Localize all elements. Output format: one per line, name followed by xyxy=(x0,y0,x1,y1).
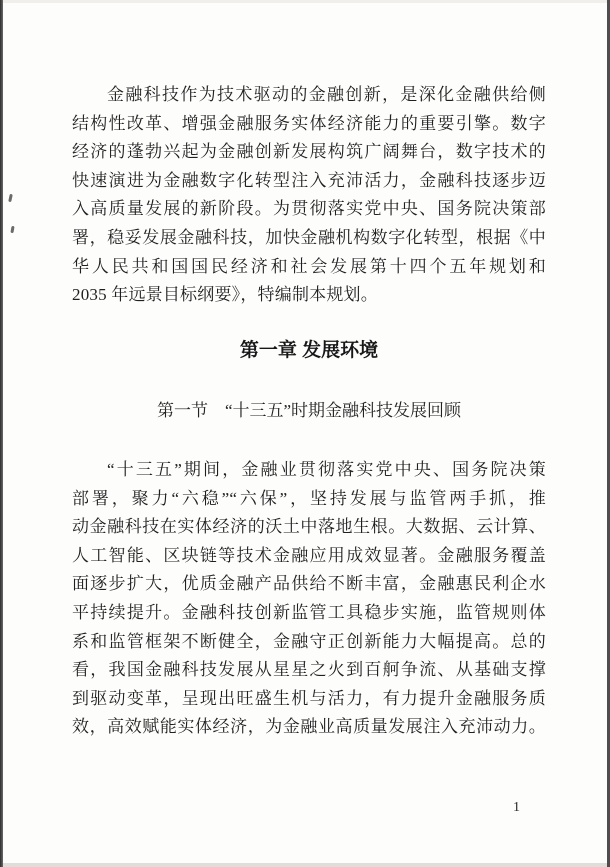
scan-artifact xyxy=(10,226,14,233)
text-line: 面逐步扩大，优质金融产品供给不断丰富，金融惠民利企水 xyxy=(72,574,546,594)
text-line: 到驱动变革，呈现出旺盛生机与活力，有力提升金融服务质 xyxy=(72,688,546,708)
text-line: 动金融科技在实体经济的沃土中落地生根。大数据、云计算、 xyxy=(72,517,546,537)
body-paragraph xyxy=(72,456,546,742)
chapter-heading: 第一章 发展环境 xyxy=(239,340,379,361)
text-line: 部署，聚力“六稳”“六保”，坚持发展与监管两手抓，推 xyxy=(72,488,546,508)
text-line: “十三五”期间，金融业贯彻落实党中央、国务院决策 xyxy=(107,460,546,479)
text-line: 人工智能、区块链等技术金融应用成效显著。金融服务覆盖 xyxy=(72,545,546,565)
section-heading: 第一节 “十三五”时期金融科技发展回顾 xyxy=(156,401,462,420)
text-line: 效，高效赋能实体经济，为金融业高质量发展注入充沛动力。 xyxy=(72,717,546,737)
scan-edge-top xyxy=(3,0,607,3)
page-number: 1 xyxy=(513,800,520,815)
scan-edge-bottom xyxy=(3,863,607,867)
scan-edge-left xyxy=(0,0,3,867)
text-line: 看，我国金融科技发展从星星之火到百舸争流、从基础支撑 xyxy=(72,660,546,680)
text-line: 入高质量发展的新阶段。为贯彻落实党中央、国务院决策部 xyxy=(72,199,546,219)
text-line: 系和监管框架不断健全，金融守正创新能力大幅提高。总的 xyxy=(72,631,546,651)
text-line: 结构性改革、增强金融服务实体经济能力的重要引擎。数字 xyxy=(72,113,546,133)
text-line: 经济的蓬勃兴起为金融创新发展构筑广阔舞台，数字技术的 xyxy=(72,142,546,162)
text-line: 平持续提升。金融科技创新监管工具稳步实施，监管规则体 xyxy=(72,602,546,622)
intro-paragraph xyxy=(72,81,546,310)
text-line: 华人民共和国国民经济和社会发展第十四个五年规划和 xyxy=(72,256,546,276)
text-line: 署，稳妥发展金融科技，加快金融机构数字化转型，根据《中 xyxy=(72,227,546,247)
scan-artifact xyxy=(8,194,13,202)
text-line: 快速演进为金融数字化转型注入充沛活力，金融科技逐步迈 xyxy=(72,170,546,190)
text-line: 2035 年远景目标纲要》，特编制本规划。 xyxy=(72,285,378,305)
text-line: 金融科技作为技术驱动的金融创新，是深化金融供给侧 xyxy=(107,85,546,104)
